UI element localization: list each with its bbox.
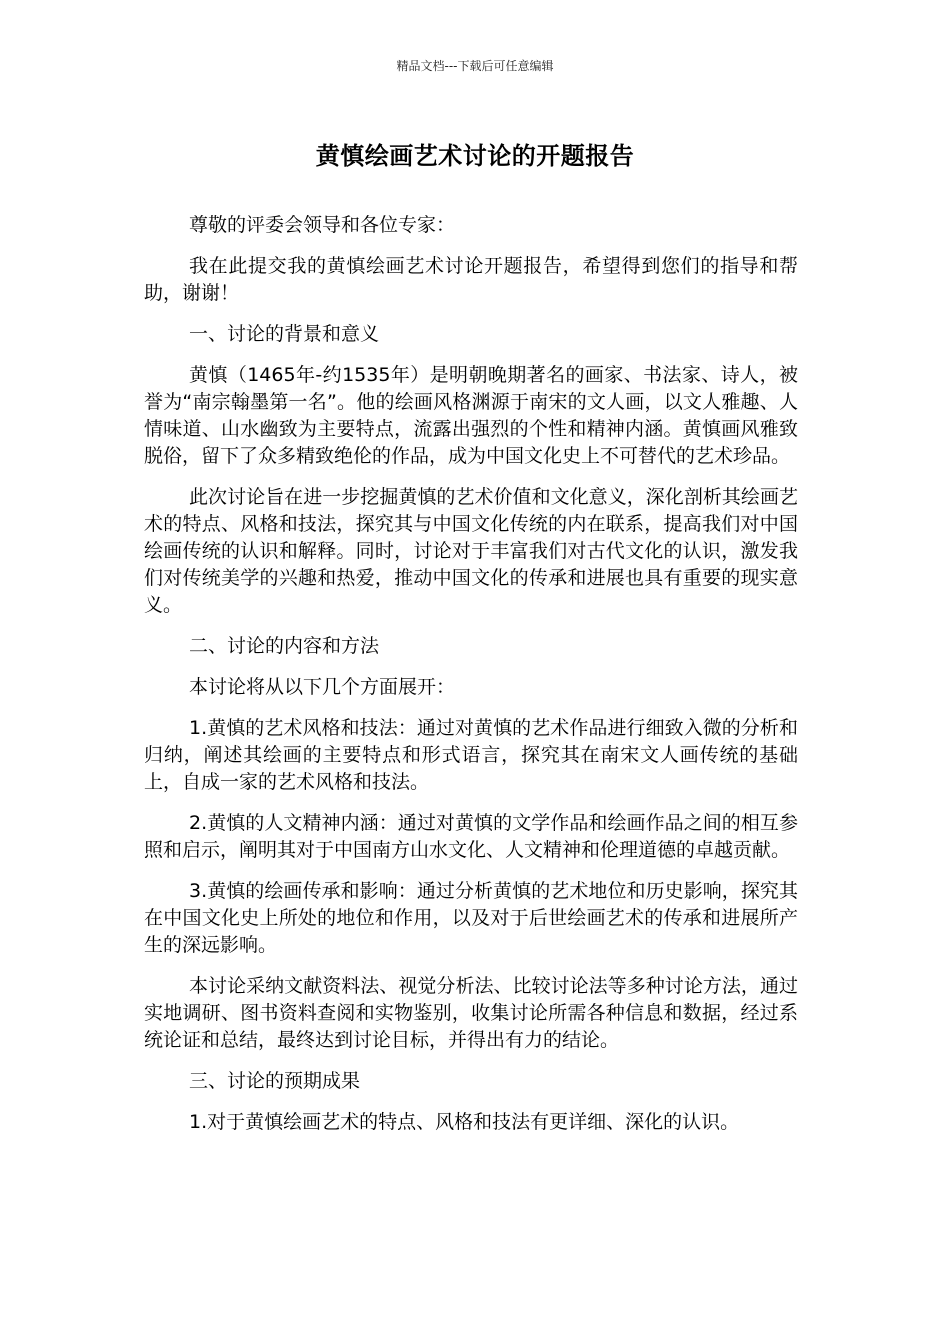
list-item-expected-result-1: 1.对于黄慎绘画艺术的特点、风格和技法有更详细、深化的认识。 <box>189 1111 740 1133</box>
paragraph-salutation: 尊敬的评委会领导和各位专家： <box>189 214 456 236</box>
list-item-humanistic-spirit: 2.黄慎的人文精神内涵：通过对黄慎的文学作品和绘画作品之间的相互参照和启示，阐明其对于中国南方山水文化、人文精神和伦理道德的卓越贡献。 <box>144 812 798 861</box>
list-item-style-technique: 1.黄慎的艺术风格和技法：通过对黄慎的艺术作品进行细致入微的分析和归纳，阐述其绘画的主要特点和形式语言，探究其在南宋文人画传统的基础上，自成一家的艺术风格和技法。 <box>144 717 798 793</box>
paragraph-intro: 我在此提交我的黄慎绘画艺术讨论开题报告，希望得到您们的指导和帮助，谢谢！ <box>144 255 798 304</box>
list-item-legacy-influence: 3.黄慎的绘画传承和影响：通过分析黄慎的艺术地位和历史影响，探究其在中国文化史上所处的地位和作用，以及对于后世绘画艺术的传承和进展所产生的深远影响。 <box>144 880 798 956</box>
section-heading-expected-results: 三、讨论的预期成果 <box>189 1070 361 1092</box>
header-note: 精品文档---下载后可任意编辑 <box>396 59 554 73</box>
section-heading-content-methods: 二、讨论的内容和方法 <box>189 635 380 657</box>
section-heading-background: 一、讨论的背景和意义 <box>189 323 380 345</box>
paragraph-content-intro: 本讨论将从以下几个方面展开： <box>189 676 456 698</box>
paragraph-methods: 本讨论采纳文献资料法、视觉分析法、比较讨论法等多种讨论方法，通过实地调研、图书资料查阅和实物鉴别，收集讨论所需各种信息和数据，经过系统论证和总结，最终达到讨论目标，并得出有力的结论。 <box>144 975 798 1051</box>
document-body <box>144 212 798 1150</box>
document-title: 黄慎绘画艺术讨论的开题报告 <box>315 142 635 170</box>
paragraph-background: 黄慎（1465年-约1535年）是明朝晚期著名的画家、书法家、诗人，被誉为“南宗翰墨第一名”。他的绘画风格渊源于南宋的文人画，以文人雅趣、人情味道、山水幽致为主要特点，流露出强烈的个性和精神内涵。黄慎画风雅致脱俗，留下了众多精致绝伦的作品，成为中国文化史上不可替代的艺术珍品。 <box>144 364 798 467</box>
paragraph-significance: 此次讨论旨在进一步挖掘黄慎的艺术价值和文化意义，深化剖析其绘画艺术的特点、风格和技法，探究其与中国文化传统的内在联系，提高我们对中国绘画传统的认识和解释。同时，讨论对于丰富我们对古代文化的认识，激发我们对传统美学的兴趣和热爱，推动中国文化的传承和进展也具有重要的现实意义。 <box>144 486 798 616</box>
